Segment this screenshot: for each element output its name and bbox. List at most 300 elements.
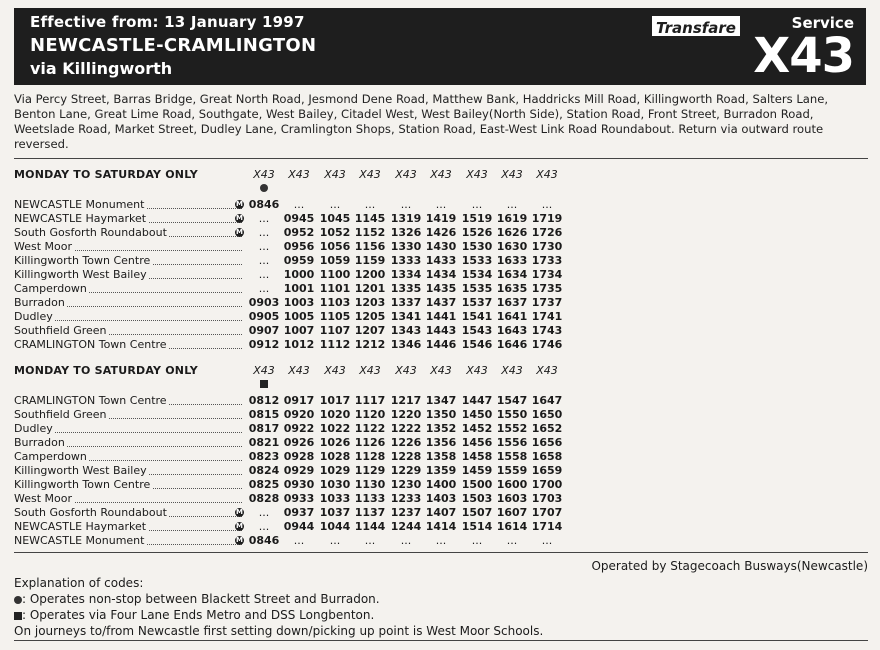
time-cell: 1229 — [390, 464, 422, 477]
time-cell: 1456 — [461, 436, 493, 449]
stop-name — [14, 310, 242, 323]
time-cell: 1646 — [496, 338, 528, 351]
time-cell: 1650 — [531, 408, 563, 421]
explanation-dot-line — [14, 591, 543, 607]
time-cell: ... — [506, 534, 518, 547]
time-cell: 1707 — [531, 506, 563, 519]
time-cell: 1603 — [496, 492, 528, 505]
time-cell: 1356 — [425, 436, 457, 449]
service-column-header: X43 — [288, 364, 310, 377]
time-cell: 1433 — [425, 254, 457, 267]
stop-name — [14, 394, 242, 407]
time-cell: 0926 — [283, 436, 315, 449]
time-cell: 1556 — [496, 436, 528, 449]
service-column-header: X43 — [501, 364, 523, 377]
stop-name-label: Burradon — [14, 296, 65, 309]
time-cell: 1044 — [319, 520, 351, 533]
stop-name — [14, 436, 242, 449]
time-cell: 1700 — [531, 478, 563, 491]
metro-icon: M — [236, 536, 243, 544]
time-cell: 1028 — [319, 450, 351, 463]
stop-name — [14, 422, 242, 435]
service-label: Service — [791, 14, 854, 32]
stop-name-label: NEWCASTLE Haymarket — [14, 212, 147, 225]
timetable-row — [14, 422, 242, 436]
stop-name-label: CRAMLINGTON Town Centre — [14, 338, 167, 351]
stop-name — [14, 338, 242, 351]
time-cell: ... — [435, 198, 447, 211]
time-cell: 0944 — [283, 520, 315, 533]
timetable-row — [14, 198, 242, 212]
service-column-header: X43 — [536, 364, 558, 377]
stop-name-label: Killingworth Town Centre — [14, 254, 151, 267]
stop-name-label: CRAMLINGTON Town Centre — [14, 394, 167, 407]
metro-icon: M — [236, 508, 243, 516]
time-cell: 1220 — [390, 408, 422, 421]
service-column-header: X43 — [430, 168, 452, 181]
time-cell: 1430 — [425, 240, 457, 253]
time-cell: 1403 — [425, 492, 457, 505]
explanation-dot-text: : Operates non-stop between Blackett Street and Burradon. — [22, 592, 380, 606]
time-cell: ... — [258, 212, 270, 225]
square-symbol-icon — [260, 380, 268, 388]
time-cell: 1514 — [461, 520, 493, 533]
time-cell: 1658 — [531, 450, 563, 463]
timetable-row — [14, 534, 242, 548]
time-cell: 1233 — [390, 492, 422, 505]
time-cell: 1703 — [531, 492, 563, 505]
time-cell: 1350 — [425, 408, 457, 421]
time-cell: 1201 — [354, 282, 386, 295]
time-cell: 1633 — [496, 254, 528, 267]
time-cell: ... — [400, 534, 412, 547]
outbound-timetable — [14, 168, 574, 353]
operator-note: Operated by Stagecoach Busways(Newcastle) — [591, 559, 868, 573]
explanation-square-text: : Operates via Four Lane Ends Metro and DSS Longbenton. — [22, 608, 375, 622]
time-cell: ... — [258, 520, 270, 533]
stop-name-label: Southfield Green — [14, 324, 107, 337]
time-cell: 1437 — [425, 296, 457, 309]
time-cell: 1129 — [354, 464, 386, 477]
timetable-row — [14, 394, 242, 408]
stop-name — [14, 296, 242, 309]
time-cell: 1533 — [461, 254, 493, 267]
route-via: via Killingworth — [30, 59, 173, 78]
time-cell: ... — [258, 268, 270, 281]
time-cell: 1347 — [425, 394, 457, 407]
service-column-header: X43 — [253, 364, 275, 377]
time-cell: ... — [364, 534, 376, 547]
time-cell: 1005 — [283, 310, 315, 323]
time-cell: 1045 — [319, 212, 351, 225]
section-heading: MONDAY TO SATURDAY ONLY — [14, 168, 198, 181]
time-cell: 1550 — [496, 408, 528, 421]
time-cell: 0928 — [283, 450, 315, 463]
timetable-row — [14, 506, 242, 520]
time-cell: 1507 — [461, 506, 493, 519]
time-cell: ... — [258, 240, 270, 253]
time-cell: 1352 — [425, 422, 457, 435]
stop-name-label: Dudley — [14, 422, 53, 435]
time-cell: 1552 — [496, 422, 528, 435]
time-cell: 1200 — [354, 268, 386, 281]
time-cell: 1159 — [354, 254, 386, 267]
service-column-header: X43 — [359, 168, 381, 181]
time-cell: 0828 — [248, 492, 280, 505]
divider — [14, 158, 868, 159]
time-cell: 1228 — [390, 450, 422, 463]
time-cell: ... — [258, 254, 270, 267]
timetable-row — [14, 478, 242, 492]
stop-name — [14, 324, 242, 337]
time-cell: 1007 — [283, 324, 315, 337]
time-cell: 1634 — [496, 268, 528, 281]
time-cell: ... — [364, 198, 376, 211]
service-column-header: X43 — [288, 168, 310, 181]
time-cell: 1546 — [461, 338, 493, 351]
time-cell: 1400 — [425, 478, 457, 491]
stop-name — [14, 198, 242, 211]
stop-name — [14, 450, 242, 463]
service-column-header: X43 — [466, 168, 488, 181]
time-cell: 1526 — [461, 226, 493, 239]
metro-icon: M — [236, 228, 243, 236]
timetable-row — [14, 226, 242, 240]
time-cell: 0812 — [248, 394, 280, 407]
time-cell: 1056 — [319, 240, 351, 253]
time-cell: 1107 — [319, 324, 351, 337]
time-cell: ... — [471, 198, 483, 211]
time-cell: 1030 — [319, 478, 351, 491]
timetable-row — [14, 240, 242, 254]
time-cell: 1222 — [390, 422, 422, 435]
time-cell: 1452 — [461, 422, 493, 435]
stop-name — [14, 226, 242, 239]
stop-name-label: Killingworth Town Centre — [14, 478, 151, 491]
time-cell: 0956 — [283, 240, 315, 253]
divider — [14, 640, 868, 641]
time-cell: 1033 — [319, 492, 351, 505]
time-cell: 1144 — [354, 520, 386, 533]
time-cell: 1419 — [425, 212, 457, 225]
time-cell: 0933 — [283, 492, 315, 505]
time-cell: 1128 — [354, 450, 386, 463]
stop-name — [14, 464, 242, 477]
time-cell: 1641 — [496, 310, 528, 323]
time-cell: ... — [471, 534, 483, 547]
time-cell: 0912 — [248, 338, 280, 351]
time-cell: 1105 — [319, 310, 351, 323]
stop-name — [14, 478, 242, 491]
time-cell: 1434 — [425, 268, 457, 281]
stop-name-label: Southfield Green — [14, 408, 107, 421]
time-cell: 1117 — [354, 394, 386, 407]
time-cell: 1000 — [283, 268, 315, 281]
stop-name-label: West Moor — [14, 492, 73, 505]
timetable-row — [14, 450, 242, 464]
time-cell: 0922 — [283, 422, 315, 435]
time-cell: 1122 — [354, 422, 386, 435]
time-cell: ... — [258, 226, 270, 239]
time-cell: 1734 — [531, 268, 563, 281]
time-cell: 0905 — [248, 310, 280, 323]
time-cell: 1559 — [496, 464, 528, 477]
time-cell: ... — [435, 534, 447, 547]
time-cell: 1535 — [461, 282, 493, 295]
time-cell: ... — [506, 198, 518, 211]
time-cell: 1037 — [319, 506, 351, 519]
timetable-row — [14, 492, 242, 506]
time-cell: 1120 — [354, 408, 386, 421]
time-cell: 1530 — [461, 240, 493, 253]
time-cell: 1500 — [461, 478, 493, 491]
time-cell: 0824 — [248, 464, 280, 477]
square-symbol-icon — [14, 612, 22, 620]
time-cell: 1346 — [390, 338, 422, 351]
time-cell: 1059 — [319, 254, 351, 267]
stop-name — [14, 254, 242, 267]
time-cell: 1450 — [461, 408, 493, 421]
time-cell: 0846 — [248, 198, 280, 211]
effective-date-line — [30, 13, 305, 31]
stop-name — [14, 212, 242, 225]
explanation-of-codes — [14, 575, 543, 639]
time-cell: 1335 — [390, 282, 422, 295]
time-cell: 1226 — [390, 436, 422, 449]
time-cell: 1647 — [531, 394, 563, 407]
time-cell: 1217 — [390, 394, 422, 407]
stop-name — [14, 240, 242, 253]
time-cell: 1746 — [531, 338, 563, 351]
time-cell: 1100 — [319, 268, 351, 281]
time-cell: 1534 — [461, 268, 493, 281]
time-cell: 1730 — [531, 240, 563, 253]
time-cell: 0846 — [248, 534, 280, 547]
time-cell: 1714 — [531, 520, 563, 533]
service-column-header: X43 — [324, 168, 346, 181]
time-cell: 1012 — [283, 338, 315, 351]
stop-name-label: Camperdown — [14, 450, 87, 463]
stop-name-label: NEWCASTLE Haymarket — [14, 520, 147, 533]
route-description: Via Percy Street, Barras Bridge, Great North Road, Jesmond Dene Road, Matthew Bank, Haddricks Mill Road, Killingworth Road, Salters Lane, Benton Lane, Great Lime Road, Southgate, West Bailey, Citadel West, West Bailey(North Side), Station Road, Front Street, Burradon Road, Weetslade Road, Market Street, Dudley Lane, Cramlington Shops, Station Road, East-West Link Road Roundabout. Return via outward route reversed. — [14, 92, 829, 151]
time-cell: 1414 — [425, 520, 457, 533]
service-column-header: X43 — [324, 364, 346, 377]
timetable-header — [14, 8, 866, 85]
time-cell: 0815 — [248, 408, 280, 421]
time-cell: 1626 — [496, 226, 528, 239]
stop-name — [14, 506, 242, 519]
time-cell: 0937 — [283, 506, 315, 519]
stop-name-label: NEWCASTLE Monument — [14, 198, 145, 211]
time-cell: 1733 — [531, 254, 563, 267]
stop-name-label: Dudley — [14, 310, 53, 323]
stop-name — [14, 408, 242, 421]
time-cell: 1607 — [496, 506, 528, 519]
time-cell: 1020 — [319, 408, 351, 421]
time-cell: 1205 — [354, 310, 386, 323]
time-cell: 0821 — [248, 436, 280, 449]
time-cell: 1726 — [531, 226, 563, 239]
dot-symbol-icon — [260, 184, 268, 192]
time-cell: 1026 — [319, 436, 351, 449]
timetable-row — [14, 268, 242, 282]
time-cell: 1558 — [496, 450, 528, 463]
service-column-header: X43 — [253, 168, 275, 181]
time-cell: ... — [329, 534, 341, 547]
time-cell: 1101 — [319, 282, 351, 295]
service-column-header: X43 — [536, 168, 558, 181]
time-cell: 1244 — [390, 520, 422, 533]
time-cell: 1156 — [354, 240, 386, 253]
time-cell: 1656 — [531, 436, 563, 449]
time-cell: 1547 — [496, 394, 528, 407]
time-cell: 1145 — [354, 212, 386, 225]
time-cell: 0823 — [248, 450, 280, 463]
time-cell: ... — [329, 198, 341, 211]
time-cell: 1237 — [390, 506, 422, 519]
timetable-row — [14, 310, 242, 324]
time-cell: ... — [293, 534, 305, 547]
explanation-title: Explanation of codes: — [14, 576, 144, 590]
time-cell: 1103 — [319, 296, 351, 309]
timetable-row — [14, 282, 242, 296]
time-cell: 1619 — [496, 212, 528, 225]
stop-name — [14, 492, 242, 505]
effective-label: Effective from: — [30, 13, 159, 31]
time-cell: 1152 — [354, 226, 386, 239]
explanation-note: On journeys to/from Newcastle first setting down/picking up point is West Moor Schools. — [14, 624, 544, 638]
time-cell: 0930 — [283, 478, 315, 491]
time-cell: 1426 — [425, 226, 457, 239]
time-cell: 1207 — [354, 324, 386, 337]
time-cell: ... — [258, 282, 270, 295]
time-cell: ... — [293, 198, 305, 211]
time-cell: 1333 — [390, 254, 422, 267]
stop-name-label: Camperdown — [14, 282, 87, 295]
dot-symbol-icon — [14, 596, 22, 604]
time-cell: 0903 — [248, 296, 280, 309]
time-cell: 1003 — [283, 296, 315, 309]
time-cell: 1443 — [425, 324, 457, 337]
time-cell: 1359 — [425, 464, 457, 477]
stop-name — [14, 520, 242, 533]
time-cell: 1741 — [531, 310, 563, 323]
service-column-header: X43 — [466, 364, 488, 377]
time-cell: 1017 — [319, 394, 351, 407]
time-cell: 1441 — [425, 310, 457, 323]
stop-name-label: West Moor — [14, 240, 73, 253]
time-cell: 1635 — [496, 282, 528, 295]
stop-name-label: South Gosforth Roundabout — [14, 506, 167, 519]
time-cell: 1543 — [461, 324, 493, 337]
stop-name — [14, 268, 242, 281]
time-cell: ... — [400, 198, 412, 211]
timetable-row — [14, 296, 242, 310]
stop-name-label: Burradon — [14, 436, 65, 449]
time-cell: 1203 — [354, 296, 386, 309]
time-cell: 0959 — [283, 254, 315, 267]
timetable-row — [14, 338, 242, 352]
time-cell: 1600 — [496, 478, 528, 491]
stop-name-label: Killingworth West Bailey — [14, 268, 147, 281]
time-cell: ... — [541, 534, 553, 547]
time-cell: 1541 — [461, 310, 493, 323]
time-cell: 0929 — [283, 464, 315, 477]
timetable-row — [14, 212, 242, 226]
time-cell: 1614 — [496, 520, 528, 533]
time-cell: 1126 — [354, 436, 386, 449]
time-cell: 1137 — [354, 506, 386, 519]
time-cell: 1652 — [531, 422, 563, 435]
stop-name — [14, 534, 242, 547]
inbound-timetable — [14, 364, 574, 549]
time-cell: 1334 — [390, 268, 422, 281]
time-cell: 1052 — [319, 226, 351, 239]
time-cell: 1022 — [319, 422, 351, 435]
stop-name — [14, 282, 242, 295]
divider — [14, 552, 868, 553]
time-cell: 1230 — [390, 478, 422, 491]
service-number: X43 — [753, 28, 854, 84]
time-cell: 1341 — [390, 310, 422, 323]
timetable-row — [14, 324, 242, 338]
time-cell: 1659 — [531, 464, 563, 477]
time-cell: 1459 — [461, 464, 493, 477]
time-cell: 1358 — [425, 450, 457, 463]
service-column-header: X43 — [359, 364, 381, 377]
time-cell: 1458 — [461, 450, 493, 463]
time-cell: 1130 — [354, 478, 386, 491]
time-cell: 1735 — [531, 282, 563, 295]
time-cell: 1133 — [354, 492, 386, 505]
time-cell: 1446 — [425, 338, 457, 351]
time-cell: 1343 — [390, 324, 422, 337]
service-column-header: X43 — [430, 364, 452, 377]
time-cell: 0920 — [283, 408, 315, 421]
time-cell: 1112 — [319, 338, 351, 351]
route-title: NEWCASTLE-CRAMLINGTON — [30, 35, 317, 56]
stop-name-label: South Gosforth Roundabout — [14, 226, 167, 239]
time-cell: 1447 — [461, 394, 493, 407]
metro-icon: M — [236, 200, 243, 208]
time-cell: 1319 — [390, 212, 422, 225]
service-column-header: X43 — [395, 168, 417, 181]
time-cell: 1637 — [496, 296, 528, 309]
metro-icon: M — [236, 522, 243, 530]
time-cell: 1719 — [531, 212, 563, 225]
effective-date: 13 January 1997 — [164, 13, 305, 31]
time-cell: 1001 — [283, 282, 315, 295]
time-cell: 1330 — [390, 240, 422, 253]
time-cell: 1743 — [531, 324, 563, 337]
timetable-row — [14, 520, 242, 534]
timetable-row — [14, 254, 242, 268]
transfare-logo: Transfare — [650, 14, 742, 38]
timetable-row — [14, 464, 242, 478]
time-cell: 1503 — [461, 492, 493, 505]
time-cell: 1537 — [461, 296, 493, 309]
time-cell: 0945 — [283, 212, 315, 225]
time-cell: ... — [541, 198, 553, 211]
time-cell: 1737 — [531, 296, 563, 309]
stop-name-label: NEWCASTLE Monument — [14, 534, 145, 547]
time-cell: 0917 — [283, 394, 315, 407]
time-cell: 1337 — [390, 296, 422, 309]
time-cell: 1519 — [461, 212, 493, 225]
time-cell: 0825 — [248, 478, 280, 491]
time-cell: 1212 — [354, 338, 386, 351]
time-cell: 1435 — [425, 282, 457, 295]
